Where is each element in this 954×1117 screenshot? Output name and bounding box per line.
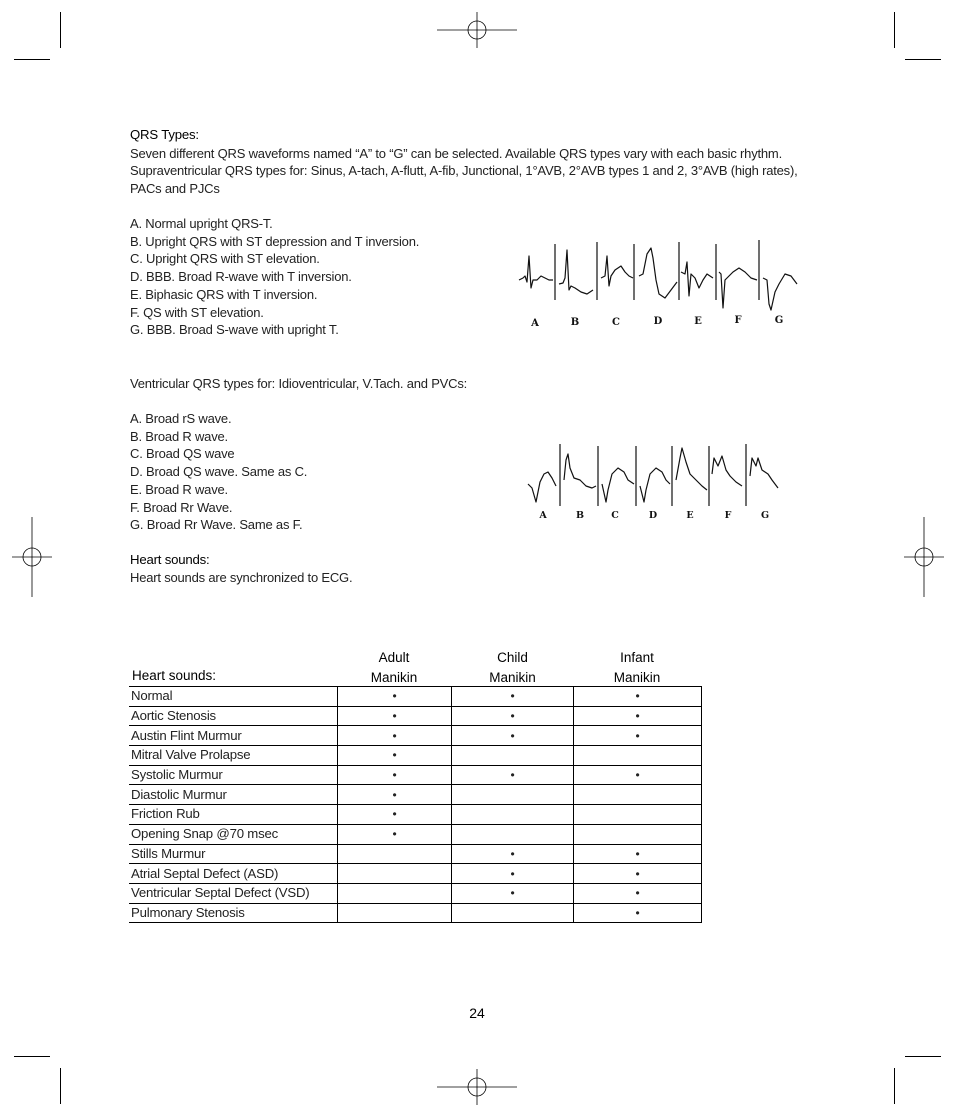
availability-cell: • [574, 765, 702, 785]
list-item: C. Broad QS wave [130, 446, 235, 462]
availability-cell: • [452, 726, 574, 746]
availability-cell: • [338, 706, 452, 726]
availability-cell: • [574, 687, 702, 707]
heart-sounds-table [129, 686, 702, 923]
wave-letter-d: D [648, 510, 658, 521]
heart-sound-name: Atrial Septal Defect (ASD) [129, 864, 338, 884]
availability-cell: • [574, 726, 702, 746]
ventricular-qrs-intro: Ventricular QRS types for: Idioventricular, V.Tach. and PVCs: [130, 376, 468, 391]
availability-cell [452, 785, 574, 805]
availability-cell: • [574, 883, 702, 903]
table-row [129, 726, 702, 746]
availability-cell [574, 785, 702, 805]
availability-cell [574, 805, 702, 825]
wave-letter-d: D [653, 316, 663, 327]
availability-cell: • [338, 765, 452, 785]
list-item: E. Broad R wave. [130, 481, 228, 497]
wave-letter-g: G [760, 510, 770, 521]
heart-sound-name: Aortic Stenosis [129, 706, 338, 726]
supraventricular-waveforms-image [515, 238, 800, 330]
wave-letter-f: F [724, 510, 732, 521]
availability-cell [452, 805, 574, 825]
qrs-intro-line-2: Supraventricular QRS types for: Sinus, A-tach, A-flutt, A-fib, Junctional, 1°AVB, 2°AVB types 1 and 2, 3°AVB (high rates), [130, 163, 798, 178]
wave-letter-a: A [539, 510, 547, 521]
wave-letter-c: C [612, 317, 620, 328]
column-header-line: Manikin [613, 670, 661, 685]
table-row [129, 824, 702, 844]
table-row [129, 765, 702, 785]
availability-cell [452, 824, 574, 844]
heart-sound-name: Diastolic Murmur [129, 785, 338, 805]
list-item: A. Broad rS wave. [130, 411, 232, 426]
wave-letter-a: A [531, 318, 539, 329]
list-item: B. Upright QRS with ST depression and T inversion. [130, 233, 420, 249]
heart-sound-name: Ventricular Septal Defect (VSD) [129, 883, 338, 903]
column-header-line: Adult [378, 650, 410, 665]
table-row [129, 746, 702, 766]
list-item: A. Normal upright QRS-T. [130, 216, 273, 231]
registration-mark-left [12, 517, 52, 597]
availability-cell [452, 903, 574, 923]
supraventricular-qrs-list [130, 215, 419, 339]
availability-cell: • [574, 864, 702, 884]
availability-cell: • [452, 883, 574, 903]
availability-cell: • [338, 726, 452, 746]
wave-letter-e: E [694, 316, 702, 327]
column-header-line: Infant [620, 650, 654, 665]
registration-mark-right [904, 517, 944, 597]
wave-letter-f: F [734, 315, 742, 326]
heart-sound-name: Mitral Valve Prolapse [129, 746, 338, 766]
column-header-line: Manikin [370, 670, 418, 685]
list-item: G. BBB. Broad S-wave with upright T. [130, 322, 339, 338]
list-item: C. Upright QRS with ST elevation. [130, 251, 320, 267]
availability-cell: • [338, 805, 452, 825]
column-header-child [452, 648, 573, 688]
availability-cell: • [452, 844, 574, 864]
table-row [129, 706, 702, 726]
availability-cell: • [338, 824, 452, 844]
availability-cell: • [452, 687, 574, 707]
qrs-types-heading: QRS Types: [130, 127, 199, 142]
column-header-line: Child [497, 650, 528, 665]
heart-sound-name: Pulmonary Stenosis [129, 903, 338, 923]
availability-cell [452, 746, 574, 766]
availability-cell: • [338, 785, 452, 805]
column-header-infant [574, 648, 700, 688]
availability-cell: • [574, 706, 702, 726]
list-item: E. Biphasic QRS with T inversion. [130, 286, 318, 302]
table-row [129, 883, 702, 903]
availability-cell: • [452, 706, 574, 726]
heart-sound-name: Systolic Murmur [129, 765, 338, 785]
availability-cell [338, 844, 452, 864]
availability-cell [574, 746, 702, 766]
table-row [129, 687, 702, 707]
column-header-line: Manikin [489, 670, 536, 685]
table-row [129, 844, 702, 864]
heart-sounds-heading: Heart sounds: [130, 552, 210, 567]
qrs-intro-line-3: PACs and PJCs [130, 181, 220, 196]
heart-sound-name: Normal [129, 687, 338, 707]
heart-sound-name: Austin Flint Murmur [129, 726, 338, 746]
availability-cell [574, 824, 702, 844]
table-row [129, 864, 702, 884]
wave-letter-g: G [774, 315, 784, 326]
availability-cell: • [338, 687, 452, 707]
availability-cell [338, 864, 452, 884]
table-row [129, 805, 702, 825]
registration-mark-bottom [437, 1067, 517, 1107]
list-item: F. Broad Rr Wave. [130, 499, 233, 515]
heart-sound-name: Stills Murmur [129, 844, 338, 864]
wave-letter-e: E [686, 510, 694, 521]
heart-sound-name: Friction Rub [129, 805, 338, 825]
table-row [129, 785, 702, 805]
registration-mark-top [437, 10, 517, 50]
column-header-adult [338, 648, 450, 688]
availability-cell [338, 903, 452, 923]
heart-sound-name: Opening Snap @70 msec [129, 824, 338, 844]
table-row [129, 903, 702, 923]
wave-letter-b: B [570, 317, 580, 328]
availability-cell [338, 883, 452, 903]
heart-sounds-sync-text: Heart sounds are synchronized to ECG. [130, 570, 353, 585]
availability-cell: • [574, 903, 702, 923]
list-item: F. QS with ST elevation. [130, 304, 264, 320]
wave-letter-b: B [575, 510, 585, 521]
ventricular-qrs-list [130, 410, 307, 534]
list-item: B. Broad R wave. [130, 428, 228, 444]
page-number: 24 [469, 1005, 485, 1021]
qrs-intro-line-1: Seven different QRS waveforms named “A” to “G” can be selected. Available QRS types vary with each basic rhythm. [130, 146, 782, 161]
availability-cell: • [452, 864, 574, 884]
ventricular-waveforms-image [522, 440, 784, 522]
heart-sounds-table-body [129, 687, 702, 923]
table-label-header: Heart sounds: [132, 668, 217, 683]
availability-cell: • [574, 844, 702, 864]
availability-cell: • [452, 765, 574, 785]
availability-cell: • [338, 746, 452, 766]
list-item: D. BBB. Broad R-wave with T inversion. [130, 269, 352, 285]
list-item: G. Broad Rr Wave. Same as F. [130, 517, 303, 533]
list-item: D. Broad QS wave. Same as C. [130, 464, 308, 480]
wave-letter-c: C [611, 510, 619, 521]
